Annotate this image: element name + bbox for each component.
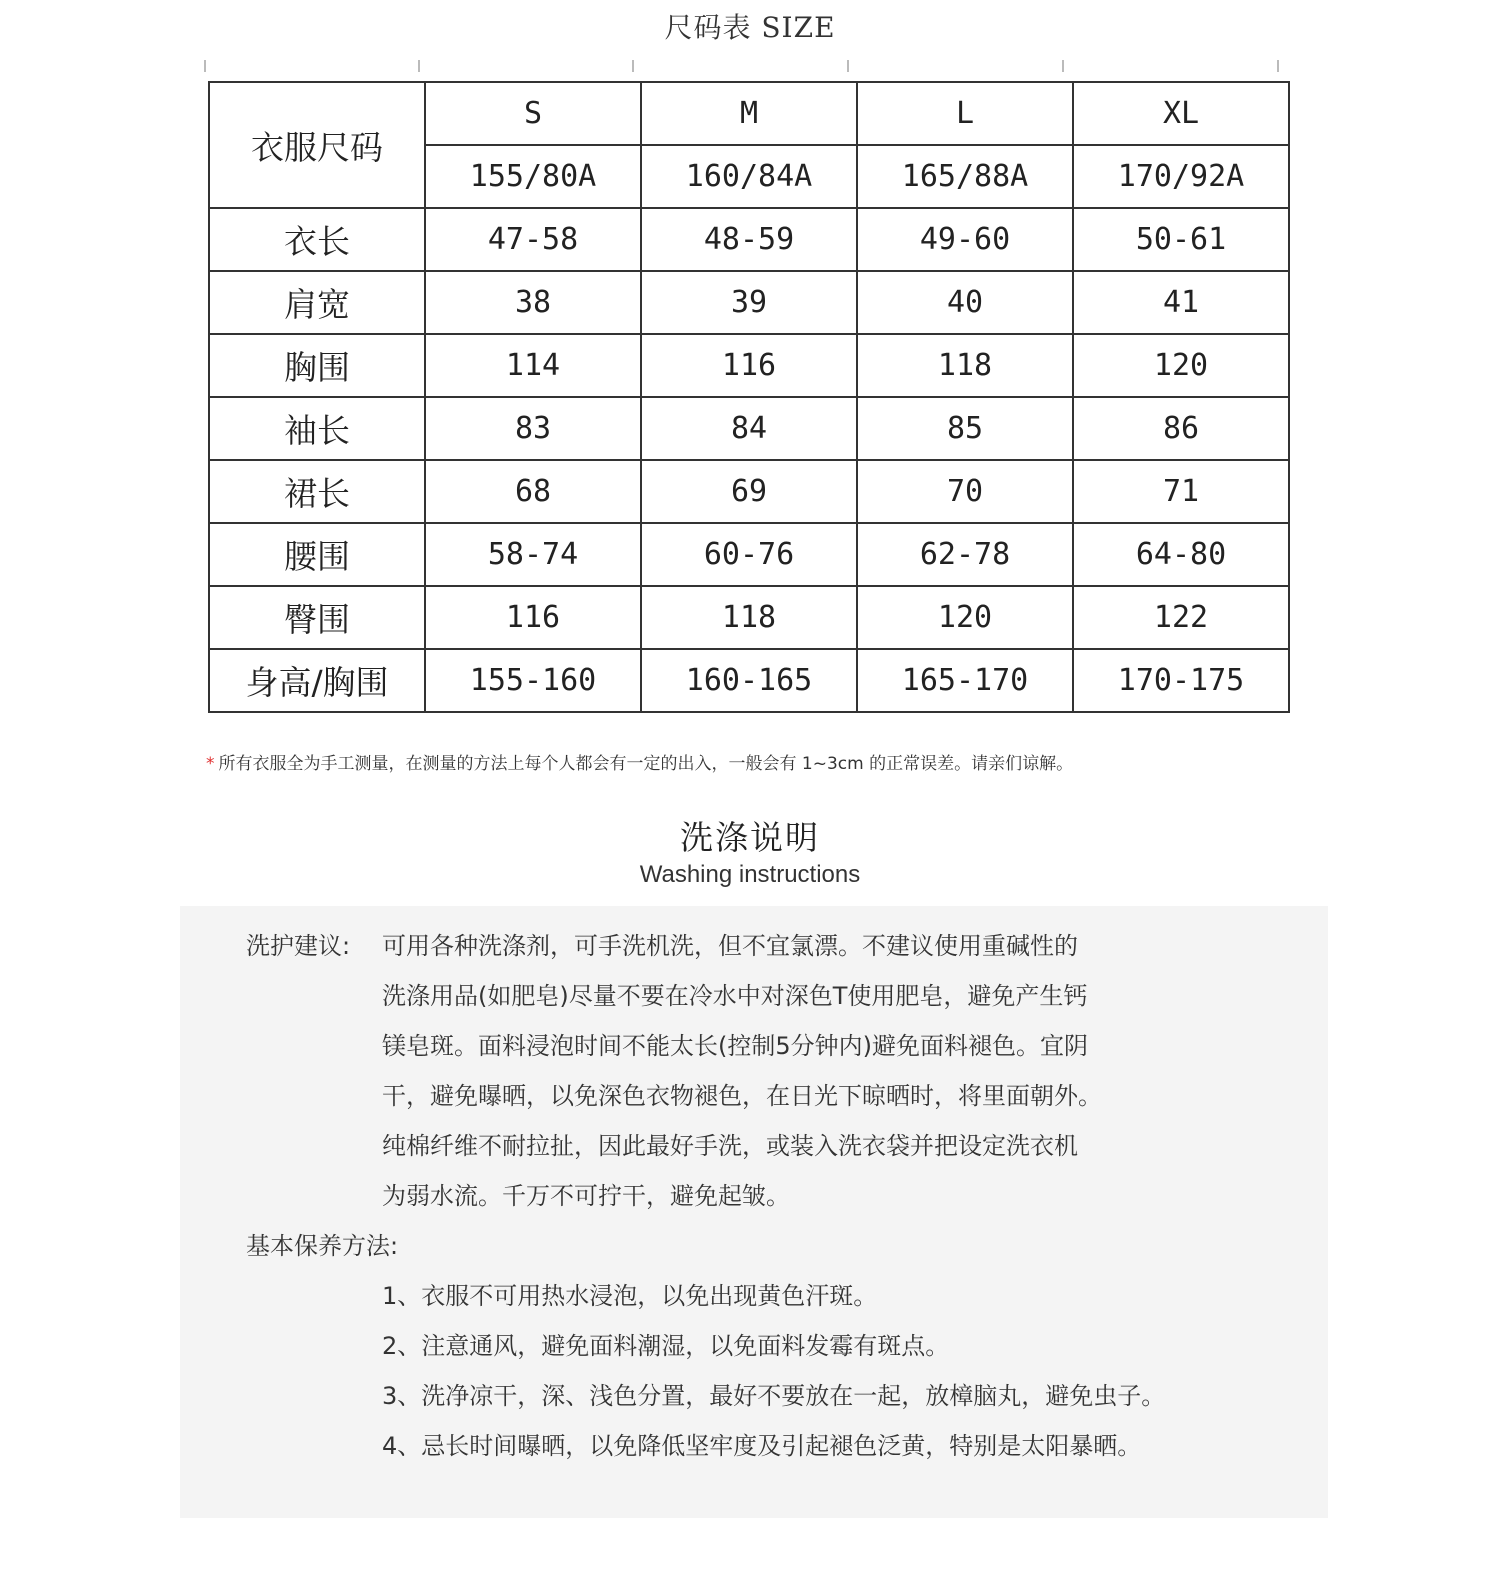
measurement-value: 47-58 <box>425 208 641 271</box>
measurement-label: 身高/胸围 <box>209 649 425 712</box>
measurement-value: 165-170 <box>857 649 1073 712</box>
size-code: 170/92A <box>1073 145 1289 208</box>
washing-title: 洗涤说明 <box>680 818 820 857</box>
basic-care-item: 3、洗净凉干，深、浅色分置，最好不要放在一起，放樟脑丸，避免虫子。 <box>382 1382 1166 1410</box>
care-label: 洗护建议: <box>246 932 351 960</box>
measurement-value: 120 <box>1073 334 1289 397</box>
measurement-value: 86 <box>1073 397 1289 460</box>
measurement-value: 68 <box>425 460 641 523</box>
measurement-label: 衣长 <box>209 208 425 271</box>
measurement-value: 62-78 <box>857 523 1073 586</box>
size-table <box>208 81 1290 713</box>
size-code: 160/84A <box>641 145 857 208</box>
basic-care-item: 2、注意通风，避免面料潮湿，以免面料发霉有斑点。 <box>382 1332 950 1360</box>
measurement-row <box>209 523 1289 586</box>
measurement-value: 160-165 <box>641 649 857 712</box>
measurement-value: 83 <box>425 397 641 460</box>
measurement-label: 肩宽 <box>209 271 425 334</box>
size-code: 165/88A <box>857 145 1073 208</box>
measurement-value: 58-74 <box>425 523 641 586</box>
size-corner-label: 衣服尺码 <box>209 82 425 208</box>
care-line: 为弱水流。千万不可拧干，避免起皱。 <box>382 1182 790 1210</box>
measurement-value: 69 <box>641 460 857 523</box>
measurement-value: 40 <box>857 271 1073 334</box>
measurement-value: 114 <box>425 334 641 397</box>
basic-care-item: 1、衣服不可用热水浸泡，以免出现黄色汗斑。 <box>382 1282 878 1310</box>
washing-header <box>0 812 1500 889</box>
measurement-label: 胸围 <box>209 334 425 397</box>
measurement-label: 腰围 <box>209 523 425 586</box>
basic-care-label: 基本保养方法: <box>246 1232 399 1260</box>
washing-subtitle: Washing instructions <box>639 861 861 888</box>
measurement-value: 71 <box>1073 460 1289 523</box>
measurement-label: 裙长 <box>209 460 425 523</box>
care-line: 洗涤用品(如肥皂)尽量不要在冷水中对深色T使用肥皂，避免产生钙 <box>382 982 1088 1010</box>
size-label: S <box>425 82 641 145</box>
measurement-row <box>209 649 1289 712</box>
measurement-value: 39 <box>641 271 857 334</box>
care-instructions-box <box>180 906 1328 1518</box>
measurement-row <box>209 271 1289 334</box>
measurement-note <box>206 749 1073 774</box>
measurement-value: 116 <box>425 586 641 649</box>
size-label: XL <box>1073 82 1289 145</box>
note-marker: * <box>206 754 215 774</box>
measurement-value: 60-76 <box>641 523 857 586</box>
care-line: 镁皂斑。面料浸泡时间不能太长(控制5分钟内)避免面料褪色。宜阴 <box>382 1032 1088 1060</box>
measurement-value: 85 <box>857 397 1073 460</box>
measurement-row <box>209 586 1289 649</box>
care-line: 纯棉纤维不耐拉扯，因此最好手洗，或装入洗衣袋并把设定洗衣机 <box>382 1132 1078 1160</box>
measurement-value: 118 <box>857 334 1073 397</box>
care-line: 干，避免曝晒，以免深色衣物褪色，在日光下晾晒时，将里面朝外。 <box>382 1082 1102 1110</box>
measurement-value: 41 <box>1073 271 1289 334</box>
measurement-value: 122 <box>1073 586 1289 649</box>
measurement-row <box>209 334 1289 397</box>
care-line: 可用各种洗涤剂，可手洗机洗，但不宜氯漂。不建议使用重碱性的 <box>382 932 1078 960</box>
size-label: M <box>641 82 857 145</box>
measurement-value: 38 <box>425 271 641 334</box>
measurement-value: 170-175 <box>1073 649 1289 712</box>
measurement-value: 116 <box>641 334 857 397</box>
measurement-value: 50-61 <box>1073 208 1289 271</box>
measurement-value: 70 <box>857 460 1073 523</box>
note-text: 所有衣服全为手工测量，在测量的方法上每个人都会有一定的出入，一般会有 1~3cm 的正常误差。请亲们谅解。 <box>218 754 1074 774</box>
grid-tick-marks <box>202 60 1300 72</box>
size-label: L <box>857 82 1073 145</box>
size-header-row <box>209 82 1289 145</box>
measurement-label: 袖长 <box>209 397 425 460</box>
measurement-value: 84 <box>641 397 857 460</box>
measurement-value: 120 <box>857 586 1073 649</box>
measurement-row <box>209 460 1289 523</box>
size-chart-title: 尺码表 SIZE <box>664 11 836 44</box>
measurement-row <box>209 208 1289 271</box>
size-table-panel <box>188 60 1328 776</box>
size-code: 155/80A <box>425 145 641 208</box>
measurement-value: 118 <box>641 586 857 649</box>
measurement-row <box>209 397 1289 460</box>
basic-care-item: 4、忌长时间曝晒，以免降低坚牢度及引起褪色泛黄，特别是太阳暴晒。 <box>382 1432 1142 1460</box>
measurement-label: 臀围 <box>209 586 425 649</box>
measurement-value: 155-160 <box>425 649 641 712</box>
measurement-value: 49-60 <box>857 208 1073 271</box>
measurement-value: 48-59 <box>641 208 857 271</box>
measurement-value: 64-80 <box>1073 523 1289 586</box>
